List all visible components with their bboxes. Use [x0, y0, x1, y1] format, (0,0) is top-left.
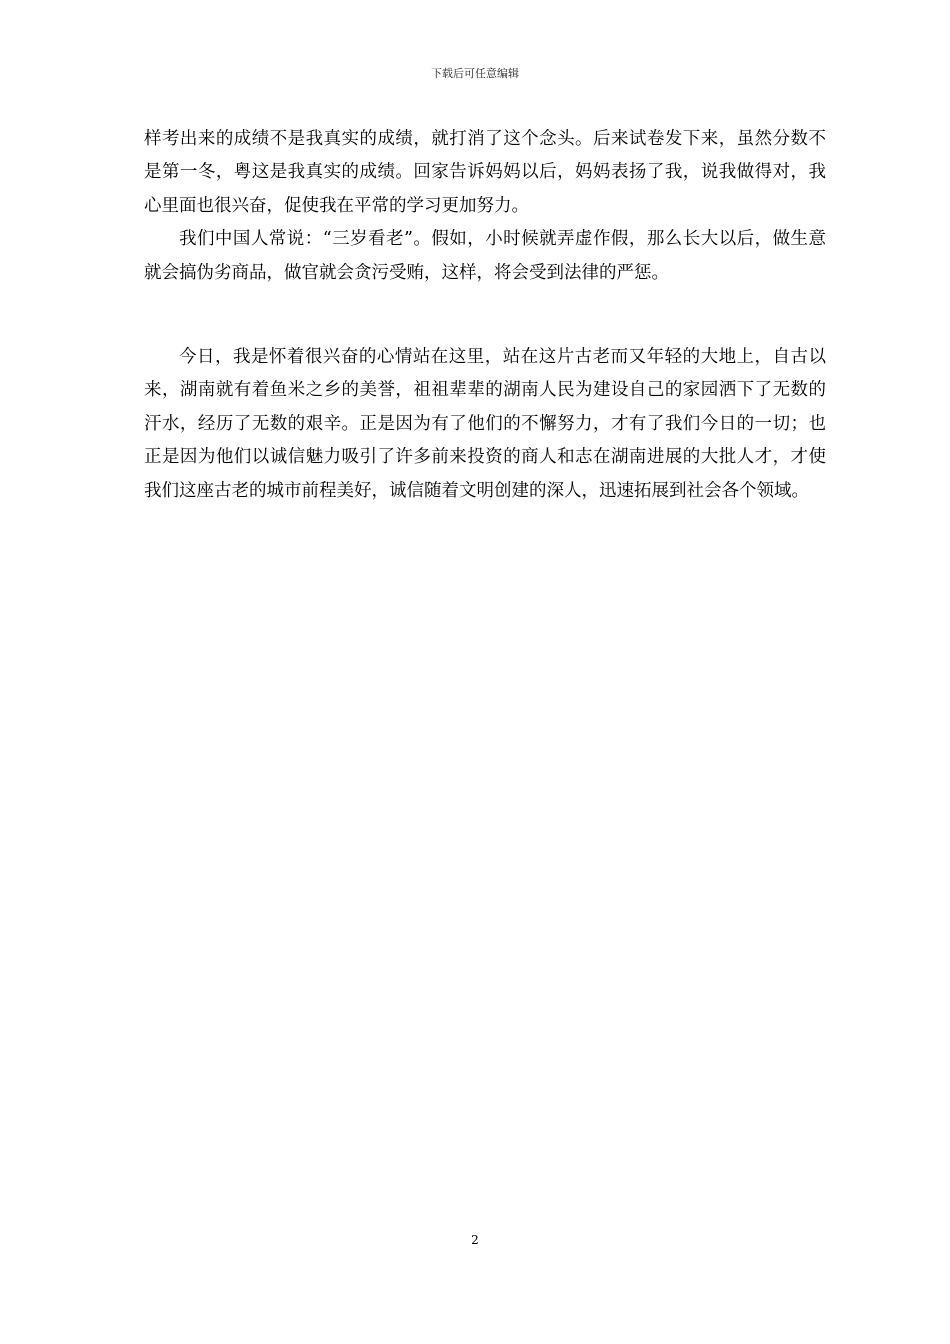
page-number: 2 [471, 1233, 479, 1247]
paragraph-proverb: 我们中国人常说：“三岁看老”。假如，小时候就弄虚作假，那么长大以后，做生意就会搞伪劣商品，做官就会贪污受贿，这样，将会受到法律的严惩。 [144, 229, 826, 283]
page-header: 下载后可任意编辑 [431, 67, 519, 80]
paragraph-hunan: 今日，我是怀着很兴奋的心情站在这里，站在这片古老而又年轻的大地上，自古以来，湖南就有着鱼米之乡的美誉，祖祖辈辈的湖南人民为建设自己的家园洒下了无数的汗水，经历了无数的艰辛。正是因为有了他们的不懈努力，才有了我们今日的一切；也正是因为他们以诚信魅力吸引了许多前来投资的商人和志在湖南进展的大批人才，才使我们这座古老的城市前程美好，诚信随着文明创建的深人，迅速拓展到社会各个领域。 [144, 347, 826, 501]
paragraph-continuation: 样考出来的成绩不是我真实的成绩，就打消了这个念头。后来试卷发下来，虽然分数不是第一冬，粤这是我真实的成绩。回家告诉妈妈以后，妈妈表扬了我，说我做得对，我心里面也很兴奋，促使我在平常的学习更加努力。 [144, 129, 826, 216]
text-block-lower [144, 341, 826, 508]
text-block-upper [144, 123, 826, 290]
